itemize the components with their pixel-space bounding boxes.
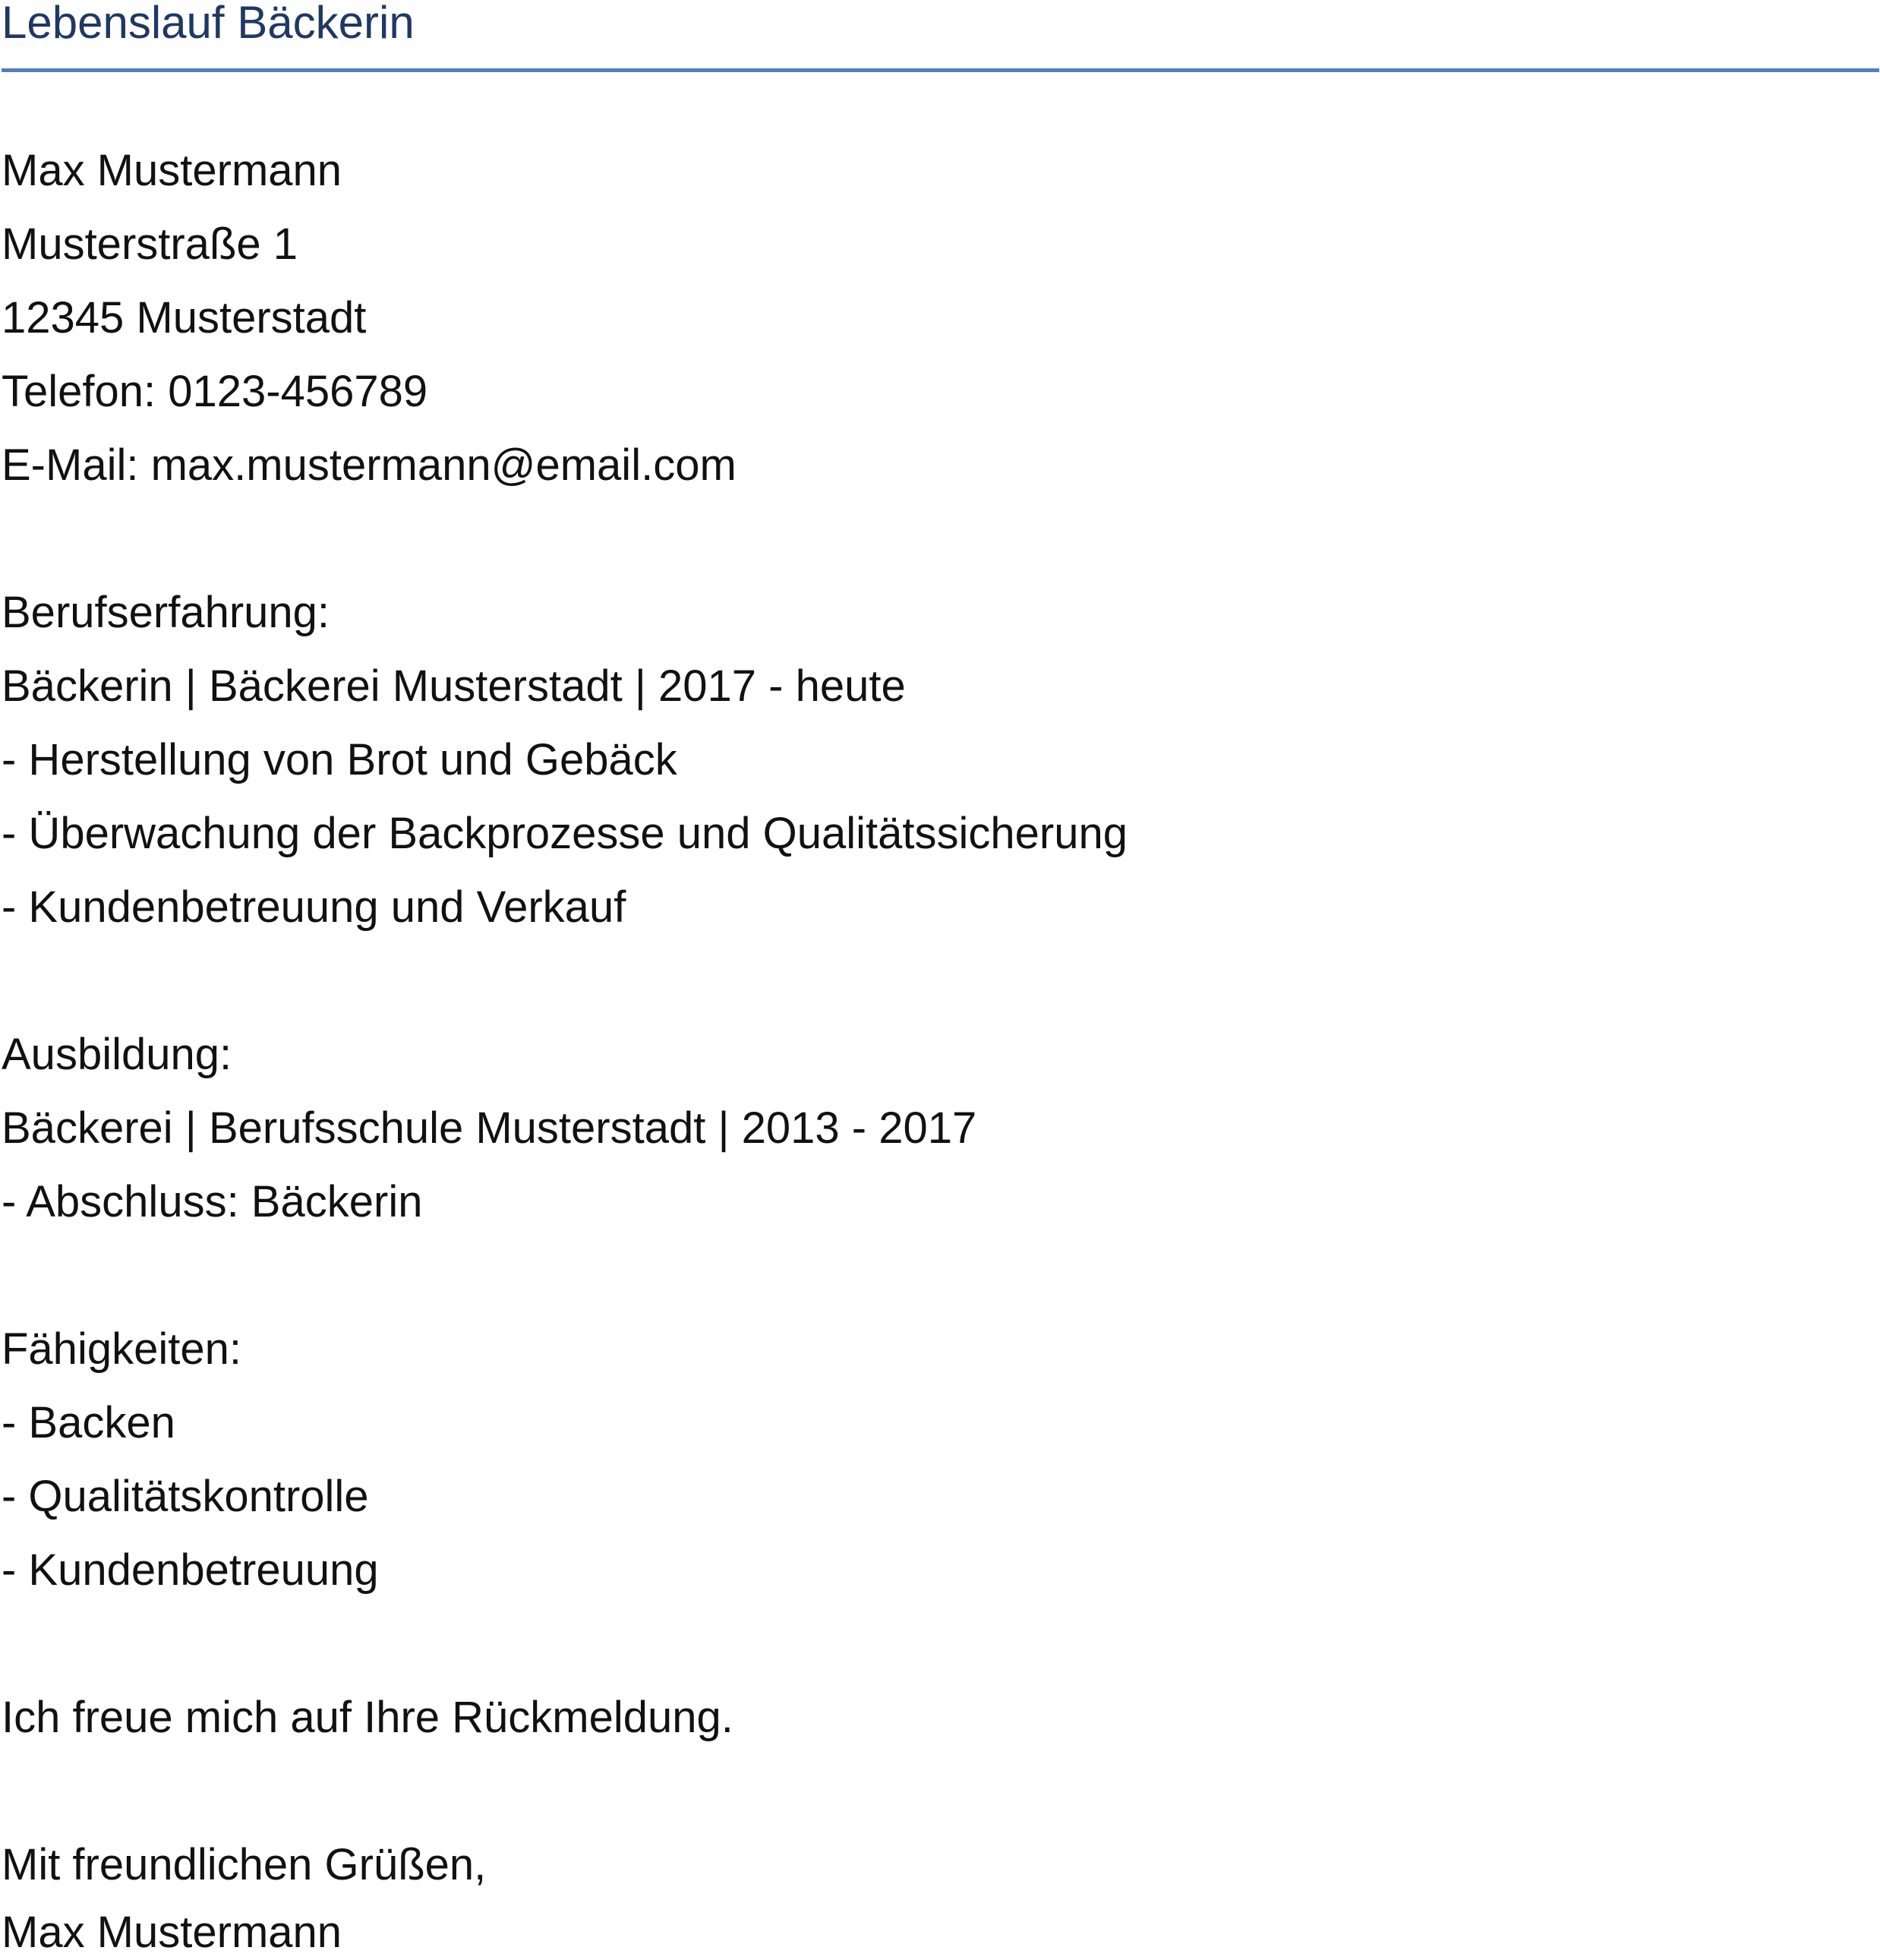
contact-city: 12345 Musterstadt [2, 293, 367, 342]
experience-task: - Herstellung von Brot und Gebäck [2, 735, 677, 784]
education-heading: Ausbildung: [2, 1030, 232, 1079]
experience-position: Bäckerin | Bäckerei Musterstadt | 2017 - heute [2, 661, 906, 711]
experience-heading: Berufserfahrung: [2, 588, 330, 637]
closing-signature: Max Mustermann [2, 1908, 342, 1957]
skill-item: - Backen [2, 1398, 175, 1447]
contact-phone: Telefon: 0123-456789 [2, 367, 428, 416]
education-entry: Bäckerei | Berufsschule Musterstadt | 2013 - 2017 [2, 1103, 977, 1153]
title-underline [2, 68, 1879, 72]
contact-street: Musterstraße 1 [2, 219, 298, 269]
contact-email: E-Mail: max.mustermann@email.com [2, 440, 737, 490]
skills-heading: Fähigkeiten: [2, 1324, 241, 1374]
skill-item: - Kundenbetreuung [2, 1545, 379, 1595]
closing-sentence: Ich freue mich auf Ihre Rückmeldung. [2, 1693, 733, 1742]
skill-item: - Qualitätskontrolle [2, 1472, 369, 1521]
contact-name: Max Mustermann [2, 146, 342, 195]
document-title: Lebenslauf Bäckerin [2, 0, 415, 48]
education-detail: - Abschluss: Bäckerin [2, 1177, 423, 1226]
experience-task: - Überwachung der Backprozesse und Qualitätssicherung [2, 809, 1128, 858]
experience-task: - Kundenbetreuung und Verkauf [2, 882, 626, 932]
closing-greeting: Mit freundlichen Grüßen, [2, 1840, 487, 1889]
